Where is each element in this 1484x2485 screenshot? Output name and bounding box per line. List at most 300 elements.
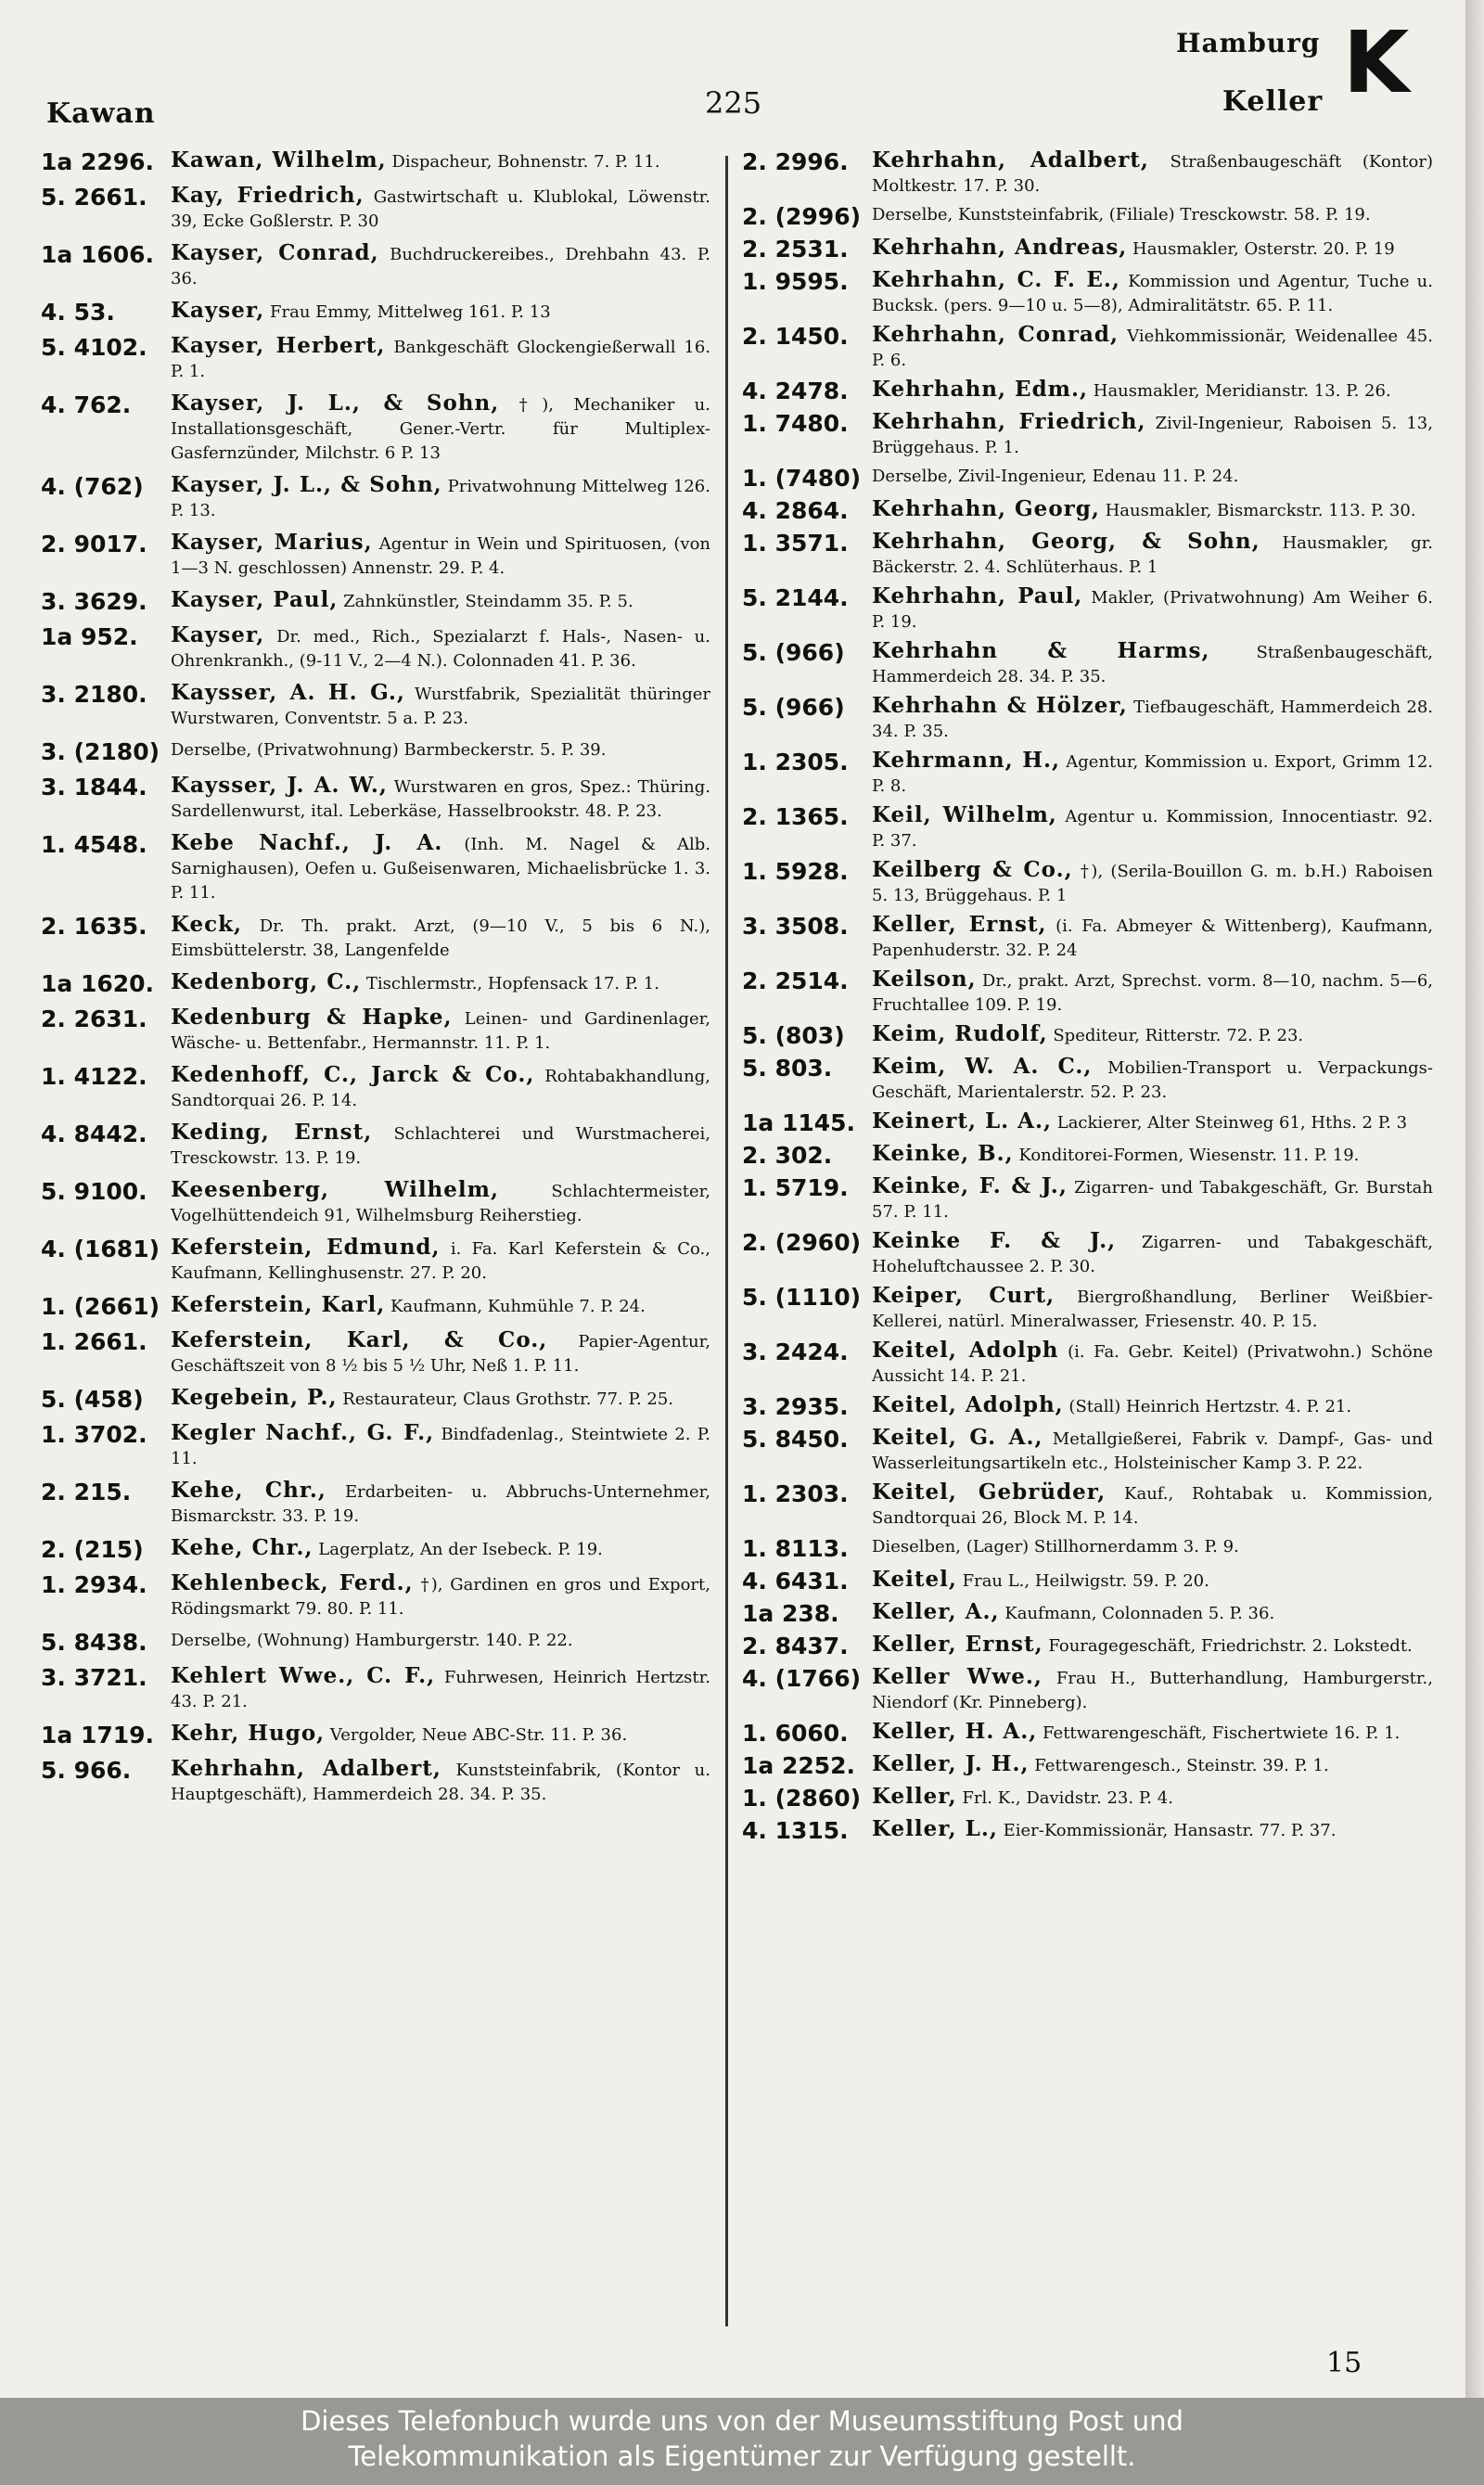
subscriber-details: Kunststeinfabrik, (Kontor u. Hauptgeschäft), Hammerdeich 28. 34. P. 35. — [171, 1761, 710, 1804]
subscriber-name: Keil, Wilhelm, — [872, 802, 1057, 827]
subscriber-name: Kedenborg, C., — [171, 969, 362, 994]
entry-text — [171, 241, 710, 291]
directory-entry — [41, 531, 710, 581]
entry-text — [872, 1535, 1433, 1563]
entry-text — [872, 1174, 1433, 1224]
column-divider — [725, 156, 728, 2326]
subscriber-name: Kehrhahn, Friedrich, — [872, 409, 1146, 434]
subscriber-details: Hausmakler, Osterstr. 20. P. 19 — [1132, 239, 1395, 259]
directory-entry — [41, 473, 710, 523]
subscriber-name: Keitel, Gebrüder, — [872, 1479, 1107, 1505]
subscriber-details: Wurstwaren en gros, Spez.: Thüring. Sardellenwurst, ital. Leberkäse, Hasselbrookstr. 48. P. 23. — [171, 777, 710, 821]
entry-text — [872, 1480, 1433, 1531]
subscriber-details: Eier-Kommissionär, Hansastr. 77. P. 37. — [1003, 1821, 1337, 1840]
subscriber-name: Keller, Ernst, — [872, 912, 1047, 937]
phone-number: 5. 4102. — [41, 334, 147, 361]
subscriber-details: Zigarren- und Tabakgeschäft, Gr. Burstah 57. P. 11. — [872, 1178, 1433, 1222]
subscriber-details: Lackierer, Alter Steinweg 61, Hths. 2 P. 3 — [1056, 1113, 1408, 1133]
directory-entry — [742, 1022, 1433, 1050]
directory-entry — [41, 1421, 710, 1471]
phone-number: 2. 2631. — [41, 1006, 147, 1032]
entry-text — [872, 236, 1433, 263]
phone-number: 5. 2661. — [41, 184, 147, 211]
phone-number: 1. 6060. — [742, 1720, 849, 1747]
directory-entry — [41, 588, 710, 616]
phone-number: 5. 803. — [742, 1055, 833, 1082]
subscriber-details: Straßenbaugeschäft, Hammerdeich 28. 34. P. 35. — [872, 643, 1433, 686]
entry-text — [171, 1571, 710, 1621]
directory-entry — [41, 148, 710, 176]
entry-text — [171, 1386, 710, 1414]
directory-entry — [742, 1568, 1433, 1595]
subscriber-name: Kehe, Chr., — [171, 1535, 313, 1560]
phone-number: 3. (2180) — [41, 738, 160, 765]
entry-text — [171, 1629, 710, 1657]
phone-number: 1a 2252. — [742, 1752, 856, 1779]
subscriber-name: Kehr, Hugo, — [171, 1721, 326, 1746]
subscriber-details: Dr., prakt. Arzt, Sprechst. vorm. 8—10, nachm. 5—6, Fruchtallee 109. P. 19. — [872, 971, 1433, 1015]
entry-text — [171, 148, 710, 176]
entry-text — [872, 749, 1433, 799]
subscriber-name: Keiper, Curt, — [872, 1283, 1055, 1308]
phone-number: 3. 2180. — [41, 681, 147, 708]
subscriber-details: Erdarbeiten- u. Abbruchs-Unternehmer, Bismarckstr. 33. P. 19. — [171, 1482, 710, 1526]
phone-number: 3. 1844. — [41, 774, 147, 801]
subscriber-name: Kehrhahn, C. F. E., — [872, 267, 1120, 292]
subscriber-details: Dieselben, (Lager) Stillhornerdamm 3. P. 9. — [872, 1537, 1239, 1556]
entry-text — [872, 1752, 1433, 1780]
directory-entry — [41, 334, 710, 384]
subscriber-details: Zigarren- und Tabakgeschäft, Hoheluftchaussee 2. P. 30. — [872, 1233, 1433, 1276]
directory-entry — [742, 410, 1433, 460]
entry-text — [171, 1479, 710, 1529]
subscriber-name: Kehrhahn, Georg, — [872, 496, 1100, 521]
phone-number: 3. 2424. — [742, 1339, 849, 1365]
phone-number: 4. (762) — [41, 473, 144, 500]
subscriber-name: Keilson, — [872, 967, 977, 992]
directory-entry — [41, 623, 710, 673]
entry-text — [171, 1664, 710, 1714]
entry-text — [171, 1421, 710, 1471]
entry-text — [171, 623, 710, 673]
subscriber-details: Schlachtermeister, Vogelhüttendeich 91, Wilhelmsburg Reiherstieg. — [171, 1182, 710, 1225]
entry-text — [872, 803, 1433, 853]
entry-text — [872, 1339, 1433, 1389]
subscriber-name: Keinke F. & J., — [872, 1228, 1117, 1253]
phone-number: 2. 215. — [41, 1479, 132, 1505]
page-mark: 15 — [1326, 2347, 1362, 2379]
directory-entry — [41, 1571, 710, 1621]
phone-number: 1. 4122. — [41, 1063, 147, 1090]
subscriber-details: Kaufmann, Kuhmühle 7. P. 24. — [390, 1297, 646, 1316]
entry-text — [171, 1536, 710, 1564]
subscriber-details: Agentur u. Kommission, Innocentiastr. 92. P. 37. — [872, 807, 1433, 851]
subscriber-details: Hausmakler, gr. Bäckerstr. 2. 4. Schlüterhaus. P. 1 — [872, 533, 1433, 577]
subscriber-details: Zahnkünstler, Steindamm 35. P. 5. — [343, 592, 633, 611]
subscriber-details: Privatwohnung Mittelweg 126. P. 13. — [171, 477, 710, 520]
entry-text — [171, 774, 710, 824]
directory-entry — [742, 1785, 1433, 1813]
entry-text — [872, 530, 1433, 580]
phone-number: 5. (966) — [742, 694, 845, 721]
phone-number: 3. 3721. — [41, 1664, 147, 1691]
entry-text — [872, 1817, 1433, 1845]
phone-number: 4. (1766) — [742, 1665, 862, 1692]
entry-text — [872, 1109, 1433, 1137]
subscriber-name: Kegler Nachf., G. F., — [171, 1420, 435, 1445]
subscriber-name: Keinke, B., — [872, 1141, 1014, 1166]
subscriber-name: Kehlert Wwe., C. F., — [171, 1663, 436, 1688]
phone-number: 2. 9017. — [41, 531, 147, 557]
phone-number: 5. (1110) — [742, 1284, 862, 1311]
entry-text — [872, 1426, 1433, 1476]
directory-entry — [41, 831, 710, 905]
subscriber-name: Kawan, Wilhelm, — [171, 147, 387, 173]
phone-number: 1a 2296. — [41, 148, 155, 175]
notice-line-2: Telekommunikation als Eigentümer zur Verfügung gestellt. — [348, 2440, 1136, 2472]
phone-number: 1. 2661. — [41, 1328, 147, 1355]
subscriber-details: Hausmakler, Bismarckstr. 113. P. 30. — [1105, 501, 1416, 520]
entry-text — [872, 465, 1433, 493]
subscriber-details: Wurstfabrik, Spezialität thüringer Wurstwaren, Conventstr. 5 a. P. 23. — [171, 685, 710, 728]
entry-text — [872, 858, 1433, 908]
phone-number: 5. 966. — [41, 1757, 132, 1784]
phone-number: 2. (2996) — [742, 203, 862, 230]
directory-entry — [41, 1328, 710, 1378]
directory-entry — [41, 184, 710, 234]
subscriber-name: Kedenburg & Hapke, — [171, 1005, 453, 1030]
subscriber-details: Derselbe, Zivil-Ingenieur, Edenau 11. P. 24. — [872, 467, 1239, 486]
subscriber-details: Kommission und Agentur, Tuche u. Bucksk. (pers. 9—10 u. 5—8), Admiralitätstr. 65. P. 11. — [872, 272, 1433, 315]
directory-entry — [742, 465, 1433, 493]
subscriber-name: Kehrhahn, Adalbert, — [171, 1756, 441, 1781]
subscriber-details: Biergroßhandlung, Berliner Weißbier-Kellerei, natürl. Mineralwasser, Friesenstr. 40. P. 15. — [872, 1287, 1433, 1331]
directory-entry — [41, 1479, 710, 1529]
subscriber-name: Kehrhahn, Adalbert, — [872, 147, 1149, 173]
directory-entry — [41, 1664, 710, 1714]
phone-number: 2. 1635. — [41, 913, 147, 940]
directory-entry — [742, 1426, 1433, 1476]
subscriber-name: Keferstein, Edmund, — [171, 1235, 441, 1260]
directory-entry — [41, 738, 710, 766]
entry-text — [872, 1393, 1433, 1421]
phone-number: 2. (215) — [41, 1536, 144, 1563]
directory-entry — [41, 913, 710, 963]
subscriber-name: Kehrhahn, Georg, & Sohn, — [872, 529, 1260, 554]
subscriber-details: Metallgießerei, Fabrik v. Dampf-, Gas- und Wasserleitungsartikeln etc., Holsteinischer Kamp 3. P. 22. — [872, 1429, 1433, 1473]
phone-number: 1a 1620. — [41, 970, 155, 997]
directory-entry — [742, 1284, 1433, 1334]
entry-text — [171, 970, 710, 998]
phone-number: 1. 4548. — [41, 831, 147, 858]
subscriber-name: Kayser, J. L., & Sohn, — [171, 391, 500, 416]
subscriber-details: Konditorei-Formen, Wiesenstr. 11. P. 19. — [1018, 1146, 1360, 1165]
subscriber-details: Lagerplatz, An der Isebeck. P. 19. — [318, 1540, 603, 1559]
subscriber-name: Kayser, Marius, — [171, 530, 373, 555]
subscriber-name: Kayser, J. L., & Sohn, — [171, 472, 442, 497]
entry-text — [872, 203, 1433, 231]
directory-entry — [742, 1817, 1433, 1845]
subscriber-name: Keilberg & Co., — [872, 857, 1073, 882]
subscriber-details: Dr. med., Rich., Spezialarzt f. Hals-, Nasen- u. Ohrenkrankh., (9-11 V., 2—4 N.). Colonnaden 41. P. 36. — [171, 627, 710, 671]
phone-number: 1. 2934. — [41, 1571, 147, 1598]
subscriber-details: Makler, (Privatwohnung) Am Weiher 6. P. 19. — [872, 588, 1433, 632]
entry-text — [171, 588, 710, 616]
subscriber-name: Keim, W. A. C., — [872, 1054, 1093, 1079]
subscriber-details: Papier-Agentur, Geschäftszeit von 8 ½ bis 5 ½ Uhr, Neß 1. P. 11. — [171, 1332, 710, 1376]
subscriber-name: Keinke, F. & J., — [872, 1173, 1068, 1198]
subscriber-name: Kay, Friedrich, — [171, 183, 365, 208]
directory-entry — [41, 1293, 710, 1321]
subscriber-details: Tiefbaugeschäft, Hammerdeich 28. 34. P. 35. — [872, 698, 1433, 741]
entry-text — [171, 1757, 710, 1807]
subscriber-name: Kehrhahn & Hölzer, — [872, 693, 1128, 718]
subscriber-details: Gastwirtschaft u. Klublokal, Löwenstr. 39, Ecke Goßlerstr. P. 30 — [171, 187, 710, 231]
subscriber-name: Kehrhahn, Paul, — [872, 583, 1083, 608]
phone-number: 4. 762. — [41, 391, 132, 418]
directory-entry — [742, 323, 1433, 373]
directory-entry — [742, 858, 1433, 908]
entry-text — [872, 694, 1433, 744]
subscriber-name: Keck, — [171, 912, 243, 937]
subscriber-name: Keller, H. A., — [872, 1719, 1038, 1744]
entry-text — [872, 1720, 1433, 1748]
header-city: Hamburg — [1176, 28, 1321, 58]
subscriber-name: Kehrmann, H., — [872, 748, 1060, 773]
directory-entry — [742, 1600, 1433, 1628]
subscriber-name: Keitel, G. A., — [872, 1425, 1043, 1450]
subscriber-details: Mobilien-Transport u. Verpackungs-Geschäft, Marientalerstr. 52. P. 23. — [872, 1058, 1434, 1102]
subscriber-name: Keim, Rudolf, — [872, 1021, 1048, 1046]
entry-text — [171, 334, 710, 384]
subscriber-details: Frau H., Butterhandlung, Hamburgerstr., Niendorf (Kr. Pinneberg). — [872, 1669, 1433, 1712]
entry-text — [171, 1722, 710, 1749]
entry-text — [171, 531, 710, 581]
directory-entry — [41, 1386, 710, 1414]
phone-number: 4. (1681) — [41, 1236, 160, 1262]
entry-text — [872, 1229, 1433, 1279]
phone-number: 5. 9100. — [41, 1178, 147, 1205]
directory-entry — [41, 1536, 710, 1564]
entry-text — [872, 1785, 1433, 1813]
entry-text — [171, 391, 710, 466]
phone-number: 4. 6431. — [742, 1568, 849, 1595]
phone-number: 1. 3571. — [742, 530, 849, 557]
phone-number: 5. (458) — [41, 1386, 144, 1413]
entry-text — [171, 913, 710, 963]
subscriber-details: Fettwarengeschäft, Fischertwiete 16. P. 1. — [1043, 1723, 1401, 1743]
directory-entry — [41, 1063, 710, 1113]
subscriber-name: Kayser, Herbert, — [171, 333, 386, 358]
phone-number: 1. 5928. — [742, 858, 849, 885]
subscriber-details: Vergolder, Neue ABC-Str. 11. P. 36. — [329, 1725, 628, 1745]
right-column — [742, 148, 1433, 1850]
subscriber-details: (Stall) Heinrich Hertzstr. 4. P. 21. — [1068, 1397, 1352, 1416]
phone-number: 1. 5719. — [742, 1174, 849, 1201]
directory-entry — [41, 391, 710, 466]
subscriber-name: Keferstein, Karl, — [171, 1292, 386, 1317]
entry-text — [171, 1006, 710, 1056]
directory-entry — [742, 268, 1433, 318]
phone-number: 3. 3508. — [742, 913, 849, 940]
subscriber-details: Derselbe, Kunststeinfabrik, (Filiale) Tresckowstr. 58. P. 19. — [872, 205, 1371, 224]
directory-entry — [742, 967, 1433, 1018]
directory-entry — [742, 1339, 1433, 1389]
phone-number: 5. (803) — [742, 1022, 845, 1049]
entry-text — [872, 967, 1433, 1018]
page-edge — [1465, 0, 1484, 2398]
subscriber-details: Fuhrwesen, Heinrich Hertzstr. 43. P. 21. — [171, 1668, 710, 1711]
subscriber-details: (i. Fa. Abmeyer & Wittenberg), Kaufmann, Papenhuderstr. 32. P. 24 — [872, 916, 1433, 960]
phone-number: 2. (2960) — [742, 1229, 862, 1256]
subscriber-name: Kaysser, A. H. G., — [171, 680, 405, 705]
entry-text — [171, 184, 710, 234]
entry-text — [171, 299, 710, 327]
subscriber-details: Viehkommissionär, Weidenallee 45. P. 6. — [872, 327, 1433, 370]
phone-number: 1. (7480) — [742, 465, 862, 492]
directory-entry — [41, 1236, 710, 1286]
phone-number: 1. (2860) — [742, 1785, 862, 1812]
subscriber-details: Kauf., Rohtabak u. Kommission, Sandtorquai 26, Block M. P. 14. — [872, 1484, 1433, 1528]
entry-text — [872, 1142, 1433, 1170]
directory-entry — [742, 913, 1433, 963]
directory-entry — [742, 1665, 1433, 1715]
directory-entry — [742, 584, 1433, 634]
directory-entry — [41, 1121, 710, 1171]
entry-text — [171, 473, 710, 523]
entry-text — [171, 1328, 710, 1378]
entry-text — [171, 831, 710, 905]
directory-entry — [41, 241, 710, 291]
directory-entry — [742, 749, 1433, 799]
subscriber-details: Dr. Th. prakt. Arzt, (9—10 V., 5 bis 6 N.), Eimsbüttelerstr. 38, Langenfelde — [171, 916, 710, 960]
directory-entry — [742, 1535, 1433, 1563]
entry-text — [872, 497, 1433, 525]
ownership-notice — [0, 2398, 1484, 2485]
subscriber-name: Keller, A., — [872, 1599, 1000, 1624]
entry-text — [872, 1600, 1433, 1628]
phone-number: 2. 1365. — [742, 803, 849, 830]
subscriber-details: Fettwarengesch., Steinstr. 39. P. 1. — [1034, 1756, 1329, 1775]
phone-number: 4. 53. — [41, 299, 115, 326]
entry-text — [171, 1178, 710, 1228]
subscriber-details: Kaufmann, Colonnaden 5. P. 36. — [1004, 1604, 1275, 1623]
subscriber-name: Kehrhahn, Edm., — [872, 377, 1089, 402]
subscriber-details: †), Gardinen en gros und Export, Rödingsmarkt 79. 80. P. 11. — [171, 1575, 710, 1619]
subscriber-details: (i. Fa. Gebr. Keitel) (Privatwohn.) Schöne Aussicht 14. P. 21. — [872, 1342, 1433, 1386]
subscriber-details: Frau Emmy, Mittelweg 161. P. 13 — [270, 302, 551, 322]
entry-text — [171, 1063, 710, 1113]
subscriber-details: Hausmakler, Meridianstr. 13. P. 26. — [1093, 381, 1391, 401]
phone-number: 4. 1315. — [742, 1817, 849, 1844]
entry-text — [872, 323, 1433, 373]
entry-text — [872, 410, 1433, 460]
directory-entry — [742, 639, 1433, 689]
left-column — [41, 148, 710, 1814]
entry-text — [872, 913, 1433, 963]
entry-text — [872, 1568, 1433, 1595]
subscriber-name: Kayser, — [171, 298, 265, 323]
subscriber-details: Derselbe, (Privatwohnung) Barmbeckerstr. 5. P. 39. — [171, 740, 607, 760]
subscriber-details: i. Fa. Karl Keferstein & Co., Kaufmann, Kellinghusenstr. 27. P. 20. — [171, 1239, 710, 1283]
directory-entry — [742, 694, 1433, 744]
subscriber-name: Keitel, Adolph, — [872, 1392, 1064, 1417]
subscriber-name: Keesenberg, Wilhelm, — [171, 1177, 499, 1202]
subscriber-details: Bindfadenlag., Steintwiete 2. P. 11. — [171, 1425, 710, 1468]
entry-text — [872, 378, 1433, 405]
directory-entry — [742, 1720, 1433, 1748]
entry-text — [872, 639, 1433, 689]
phone-number: 2. 2514. — [742, 967, 849, 994]
phone-number: 2. 2531. — [742, 236, 849, 263]
phone-number: 5. 8450. — [742, 1426, 849, 1453]
subscriber-details: Leinen- und Gardinenlager, Wäsche- u. Bettenfabr., Hermannstr. 11. P. 1. — [171, 1009, 710, 1053]
directory-entry — [41, 1006, 710, 1056]
phone-number: 1. (2661) — [41, 1293, 160, 1320]
entry-text — [171, 1121, 710, 1171]
subscriber-details: Zivil-Ingenieur, Raboisen 5. 13, Brüggehaus. P. 1. — [872, 414, 1433, 457]
subscriber-name: Kegebein, P., — [171, 1385, 338, 1410]
subscriber-name: Kehrhahn & Harms, — [872, 638, 1210, 663]
phone-number: 1a 1145. — [742, 1109, 856, 1136]
subscriber-name: Keller, Ernst, — [872, 1632, 1043, 1657]
phone-number: 2. 1450. — [742, 323, 849, 350]
subscriber-details: Spediteur, Ritterstr. 72. P. 23. — [1053, 1026, 1304, 1045]
directory-entry — [41, 1757, 710, 1807]
directory-entry — [41, 299, 710, 327]
subscriber-details: Agentur, Kommission u. Export, Grimm 12. P. 8. — [872, 752, 1433, 796]
phone-number: 4. 8442. — [41, 1121, 147, 1147]
subscriber-name: Kedenhoff, C., Jarck & Co., — [171, 1062, 535, 1087]
directory-entry — [742, 148, 1433, 199]
entry-text — [872, 1665, 1433, 1715]
entry-text — [872, 1284, 1433, 1334]
directory-entry — [742, 1055, 1433, 1105]
phone-number: 1. 3702. — [41, 1421, 147, 1448]
subscriber-details: Restaurateur, Claus Grothstr. 77. P. 25. — [342, 1390, 674, 1409]
phone-number: 4. 2864. — [742, 497, 849, 524]
entry-text — [171, 1236, 710, 1286]
subscriber-details: Frau L., Heilwigstr. 59. P. 20. — [962, 1571, 1209, 1591]
phone-number: 1. 9595. — [742, 268, 849, 295]
subscriber-name: Kehrhahn, Conrad, — [872, 322, 1119, 347]
subscriber-details: Agentur in Wein und Spirituosen, (von 1—3 N. geschlossen) Annenstr. 29. P. 4. — [171, 534, 710, 578]
subscriber-name: Keferstein, Karl, & Co., — [171, 1327, 548, 1352]
directory-entry — [41, 970, 710, 998]
phone-number: 1a 238. — [742, 1600, 839, 1627]
phone-number: 1a 1719. — [41, 1722, 155, 1748]
directory-entry — [742, 1393, 1433, 1421]
entry-text — [872, 268, 1433, 318]
entry-text — [171, 681, 710, 731]
phone-number: 1. 2303. — [742, 1480, 849, 1507]
subscriber-details: Dispacheur, Bohnenstr. 7. P. 11. — [391, 152, 660, 172]
phone-number: 1a 1606. — [41, 241, 155, 268]
notice-line-1: Dieses Telefonbuch wurde uns von der Museumsstiftung Post und — [301, 2405, 1183, 2437]
directory-entry — [742, 378, 1433, 405]
directory-entry — [742, 1229, 1433, 1279]
directory-entry — [41, 1178, 710, 1228]
subscriber-details: Tischlermstr., Hopfensack 17. P. 1. — [365, 974, 659, 993]
directory-entry — [742, 1174, 1433, 1224]
subscriber-details: †), (Serila-Bouillon G. m. b.H.) Raboisen 5. 13, Brüggehaus. P. 1 — [872, 862, 1433, 905]
phone-number: 1a 952. — [41, 623, 138, 650]
phone-number: 1. 8113. — [742, 1535, 849, 1562]
subscriber-name: Keinert, L. A., — [872, 1108, 1053, 1134]
directory-entry — [742, 203, 1433, 231]
phone-number: 2. 2996. — [742, 148, 849, 175]
directory-entry — [742, 803, 1433, 853]
